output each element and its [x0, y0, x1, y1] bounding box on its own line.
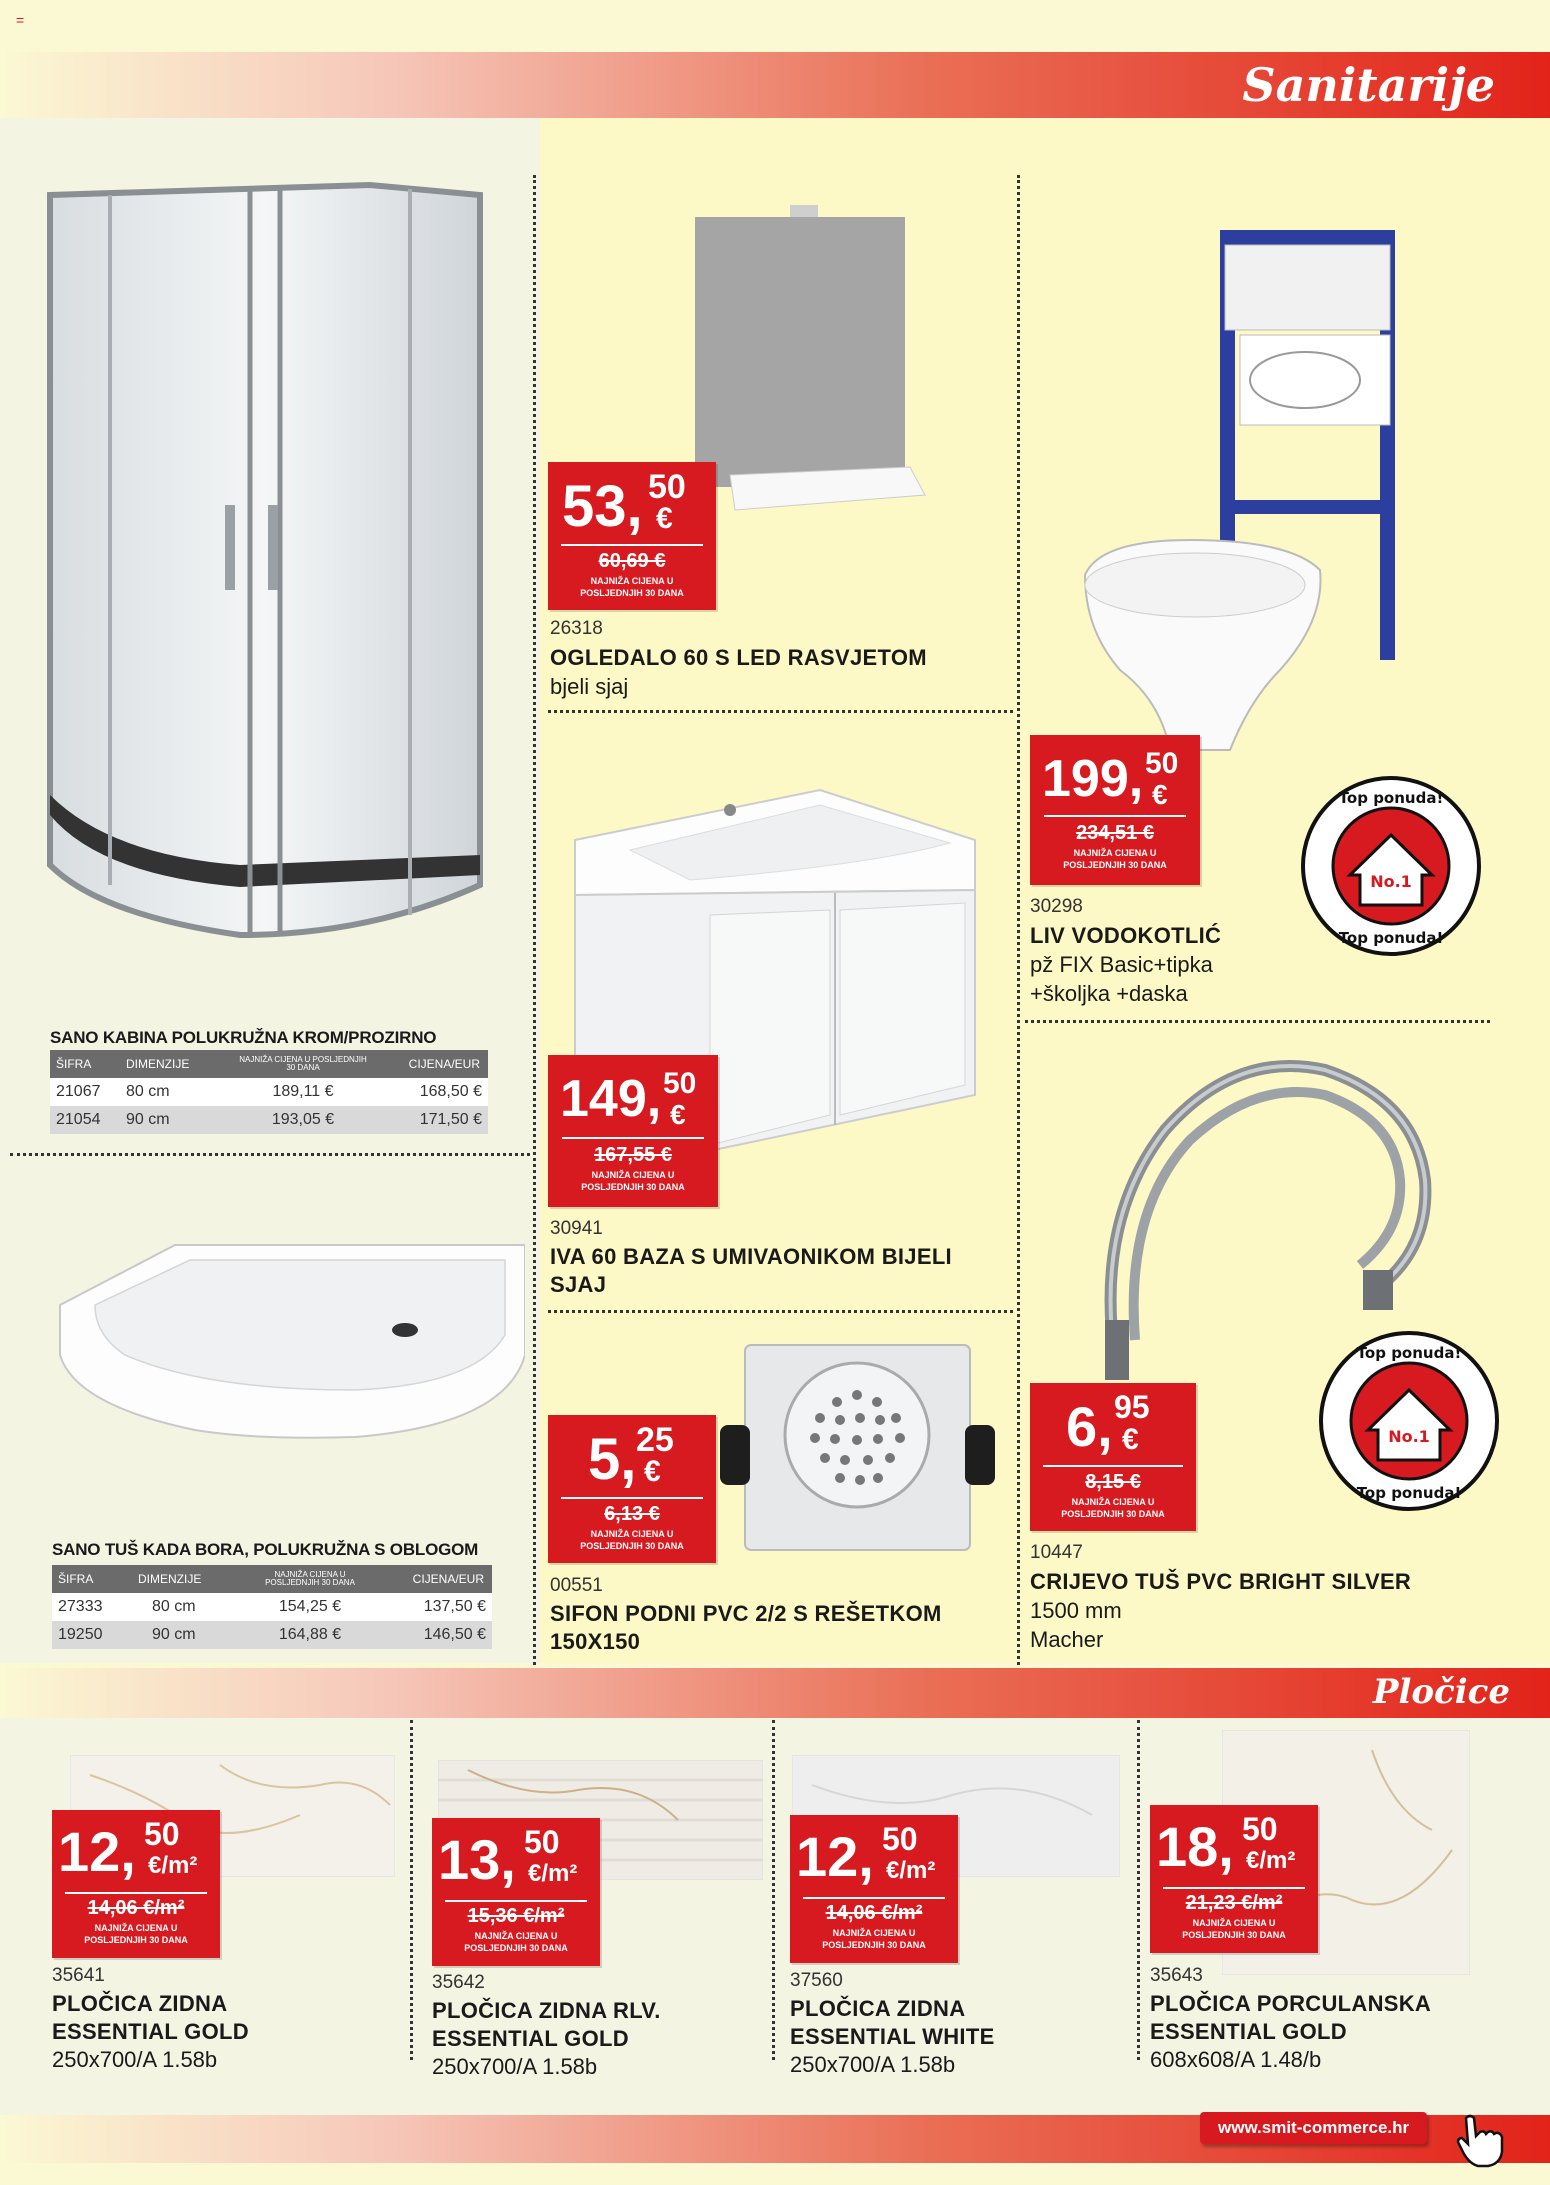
cell: 168,50 € [370, 1078, 488, 1106]
note: POSLJEDNJIH 30 DANA [1063, 860, 1167, 870]
price-dec: 50 [648, 468, 686, 506]
separator-h4 [1025, 1020, 1490, 1023]
tile2-name1: PLOČICA ZIDNA RLV. [432, 1998, 661, 2023]
cell: 146,50 € [372, 1621, 492, 1649]
price-int: 53, [562, 474, 643, 539]
cell: 21054 [50, 1106, 120, 1134]
old-price: 8,15 € [1085, 1471, 1141, 1493]
old-price: 14,06 €/m² [825, 1902, 923, 1924]
tile4-code: 35643 [1150, 1965, 1203, 1986]
price-dec: 50 [882, 1821, 918, 1857]
price-currency: € [656, 502, 673, 535]
cell: 90 cm [132, 1621, 242, 1649]
kabina-th-dim: DIMENZIJE [120, 1050, 230, 1078]
kada-th-najniza: NAJNIŽA CIJENA U POSLJEDNJIH 30 DANA [242, 1565, 372, 1593]
tile3-price-badge [790, 1815, 958, 1963]
note: NAJNIŽA CIJENA U [1073, 848, 1157, 858]
ogledalo-name: OGLEDALO 60 S LED RASVJETOM [550, 645, 927, 670]
sifon-name1: SIFON PODNI PVC 2/2 S REŠETKOM [550, 1601, 942, 1626]
plocice-banner [0, 1668, 1550, 1718]
tile1-name2: ESSENTIAL GOLD [52, 2019, 249, 2044]
note: NAJNIŽA CIJENA U [832, 1928, 916, 1938]
tile1-price-badge [52, 1810, 220, 1958]
separator-h2 [548, 710, 1013, 713]
ogledalo-price-badge [548, 462, 716, 610]
cell: 80 cm [132, 1593, 242, 1621]
toilet-image [1080, 230, 1420, 760]
old-price: 234,51 € [1076, 822, 1154, 844]
badge-divider [1163, 1887, 1304, 1889]
tile2-desc: 250x700/A 1.58b [432, 2054, 598, 2079]
ogledalo-desc: bjeli sjaj [550, 674, 629, 699]
note: POSLJEDNJIH 30 DANA [580, 1541, 684, 1551]
badge-divider [561, 1497, 702, 1499]
plocice-title: Pločice [1372, 1672, 1510, 1712]
shower-cabin-image [40, 175, 525, 945]
seal-top-text: Top ponuda! [1356, 1344, 1462, 1362]
badge-divider [65, 1892, 206, 1894]
kada-th-dim: DIMENZIJE [132, 1565, 242, 1593]
cell: 171,50 € [370, 1106, 488, 1134]
price-dec: 50 [663, 1067, 697, 1100]
vodokotlic-desc1: pž FIX Basic+tipka [1030, 952, 1213, 977]
crijevo-name: CRIJEVO TUŠ PVC BRIGHT SILVER [1030, 1569, 1412, 1594]
kabina-table-title: SANO KABINA POLUKRUŽNA KROM/PROZIRNO [50, 1028, 437, 1047]
note: POSLJEDNJIH 30 DANA [822, 1940, 926, 1950]
price-int: 12, [58, 1820, 136, 1883]
tile-separator-3 [1137, 1720, 1140, 2060]
price-currency: € [670, 1099, 686, 1130]
seal-bottom-text: Top ponuda! [1356, 1484, 1462, 1502]
separator-v2 [1017, 175, 1020, 1665]
crijevo-code: 10447 [1030, 1542, 1083, 1563]
note: POSLJEDNJIH 30 DANA [581, 1182, 685, 1192]
price-currency: € [1152, 779, 1168, 810]
kada-table-title: SANO TUŠ KADA BORA, POLUKRUŽNA S OBLOGOM [52, 1540, 479, 1559]
kada-th-sifra: ŠIFRA [52, 1565, 132, 1593]
cell: 189,11 € [230, 1078, 370, 1106]
badge-divider [1043, 1465, 1182, 1467]
price-int: 18, [1156, 1815, 1234, 1878]
badge-divider [561, 544, 702, 546]
vodokotlic-price-badge [1030, 735, 1200, 885]
tile2-name2: ESSENTIAL GOLD [432, 2026, 629, 2051]
table-row [50, 1106, 488, 1134]
crijevo-price-badge [1030, 1383, 1196, 1531]
note: NAJNIŽA CIJENA U [474, 1931, 558, 1941]
note: NAJNIŽA CIJENA U [591, 1170, 675, 1180]
top-ponuda-seal-icon-2 [1318, 1330, 1500, 1512]
iva-name2: SJAJ [550, 1272, 607, 1297]
price-int: 199, [1042, 750, 1144, 808]
price-unit: €/m² [528, 1860, 578, 1887]
seal-top-text: Top ponuda! [1338, 789, 1444, 807]
old-price: 21,23 €/m² [1185, 1892, 1283, 1914]
price-dec: 25 [636, 1421, 674, 1459]
old-price: 60,69 € [598, 550, 666, 572]
sifon-code: 00551 [550, 1575, 603, 1596]
tile4-name2: ESSENTIAL GOLD [1150, 2019, 1347, 2044]
tile-separator-1 [410, 1720, 413, 2060]
page-marker: = [16, 12, 25, 28]
old-price: 6,13 € [604, 1503, 660, 1525]
note: NAJNIŽA CIJENA U [94, 1923, 178, 1933]
iva-price-badge [548, 1055, 718, 1207]
tile1-code: 35641 [52, 1965, 105, 1986]
sanitarije-banner [0, 52, 1550, 118]
price-dec: 50 [144, 1816, 180, 1852]
note: NAJNIŽA CIJENA U [590, 1529, 674, 1539]
tile1-desc: 250x700/A 1.58b [52, 2047, 218, 2072]
cell: 19250 [52, 1621, 132, 1649]
seal-bottom-text: Top ponuda! [1338, 929, 1444, 947]
separator-v1 [533, 175, 536, 1665]
cell: 164,88 € [242, 1621, 372, 1649]
kabina-th-sifra: ŠIFRA [50, 1050, 120, 1078]
cell: 21067 [50, 1078, 120, 1106]
tile2-price-badge [432, 1818, 600, 1966]
vodokotlic-name: LIV VODOKOTLIĆ [1030, 923, 1222, 948]
price-int: 5, [588, 1427, 637, 1492]
note: NAJNIŽA CIJENA U [1192, 1918, 1276, 1928]
price-unit: €/m² [886, 1857, 936, 1884]
price-dec: 95 [1114, 1389, 1150, 1425]
tile3-name2: ESSENTIAL WHITE [790, 2024, 995, 2049]
old-price: 15,36 €/m² [467, 1905, 565, 1927]
iva-name1: IVA 60 BAZA S UMIVAONIKOM BIJELI [550, 1244, 952, 1269]
badge-divider [562, 1137, 705, 1139]
seal-center-text: No.1 [1388, 1427, 1430, 1446]
table-row [52, 1621, 492, 1649]
sifon-price-badge [548, 1415, 716, 1563]
cell: 80 cm [120, 1078, 230, 1106]
note: POSLJEDNJIH 30 DANA [1061, 1509, 1165, 1519]
crijevo-desc1: 1500 mm [1030, 1598, 1122, 1623]
cell: 27333 [52, 1593, 132, 1621]
kabina-table [50, 1050, 488, 1134]
kabina-th-cijena: CIJENA/EUR [370, 1050, 488, 1078]
shower-hose-image [1095, 1040, 1455, 1380]
note: POSLJEDNJIH 30 DANA [464, 1943, 568, 1953]
tile4-desc: 608x608/A 1.48/b [1150, 2047, 1322, 2072]
badge-divider [803, 1897, 944, 1899]
cell: 137,50 € [372, 1593, 492, 1621]
cell: 193,05 € [230, 1106, 370, 1134]
price-int: 12, [796, 1825, 874, 1888]
note: POSLJEDNJIH 30 DANA [580, 588, 684, 598]
cell: 90 cm [120, 1106, 230, 1134]
ogledalo-code: 26318 [550, 618, 603, 639]
price-int: 6, [1066, 1395, 1113, 1458]
price-dec: 50 [1242, 1811, 1278, 1847]
price-dec: 50 [1145, 747, 1179, 780]
price-currency: € [644, 1455, 661, 1488]
price-int: 13, [438, 1828, 516, 1891]
separator-h3 [548, 1310, 1013, 1313]
note: NAJNIŽA CIJENA U [590, 576, 674, 586]
iva-code: 30941 [550, 1218, 603, 1239]
tile1-name1: PLOČICA ZIDNA [52, 1991, 228, 2016]
vodokotlic-desc2: +školjka +daska [1030, 981, 1188, 1006]
price-int: 149, [560, 1070, 662, 1128]
table-row [50, 1078, 488, 1106]
tile-separator-2 [772, 1720, 775, 2060]
note: POSLJEDNJIH 30 DANA [84, 1935, 188, 1945]
seal-center-text: No.1 [1370, 872, 1412, 891]
separator-h1 [10, 1153, 530, 1156]
tile3-code: 37560 [790, 1970, 843, 1991]
tile4-price-badge [1150, 1805, 1318, 1953]
mirror-image [690, 205, 930, 515]
crijevo-desc2: Macher [1030, 1627, 1104, 1652]
kada-th-cijena: CIJENA/EUR [372, 1565, 492, 1593]
vodokotlic-code: 30298 [1030, 896, 1083, 917]
price-unit: €/m² [1246, 1847, 1296, 1874]
tile2-code: 35642 [432, 1972, 485, 1993]
price-unit: €/m² [148, 1852, 198, 1879]
shower-tray-image [55, 1225, 525, 1440]
tile4-name1: PLOČICA PORCULANSKA [1150, 1991, 1432, 2016]
top-ponuda-seal-icon [1300, 775, 1482, 957]
note: POSLJEDNJIH 30 DANA [1182, 1930, 1286, 1940]
kada-table [52, 1565, 492, 1649]
badge-divider [1044, 815, 1187, 817]
tile3-desc: 250x700/A 1.58b [790, 2052, 956, 2077]
tile3-name1: PLOČICA ZIDNA [790, 1996, 966, 2021]
old-price: 14,06 €/m² [87, 1897, 185, 1919]
price-dec: 50 [524, 1824, 560, 1860]
badge-divider [445, 1900, 586, 1902]
website-link[interactable]: www.smit-commerce.hr [1200, 2112, 1427, 2144]
old-price: 167,55 € [594, 1144, 672, 1166]
floor-drain-image [720, 1340, 995, 1555]
price-currency: € [1122, 1423, 1139, 1456]
sanitarije-title: Sanitarije [1242, 58, 1495, 112]
table-row [52, 1593, 492, 1621]
sifon-name2: 150X150 [550, 1629, 641, 1654]
hand-cursor-icon [1452, 2110, 1512, 2170]
cell: 154,25 € [242, 1593, 372, 1621]
kabina-th-najniza: NAJNIŽA CIJENA U POSLJEDNJIH 30 DANA [230, 1050, 370, 1078]
note: NAJNIŽA CIJENA U [1071, 1497, 1155, 1507]
